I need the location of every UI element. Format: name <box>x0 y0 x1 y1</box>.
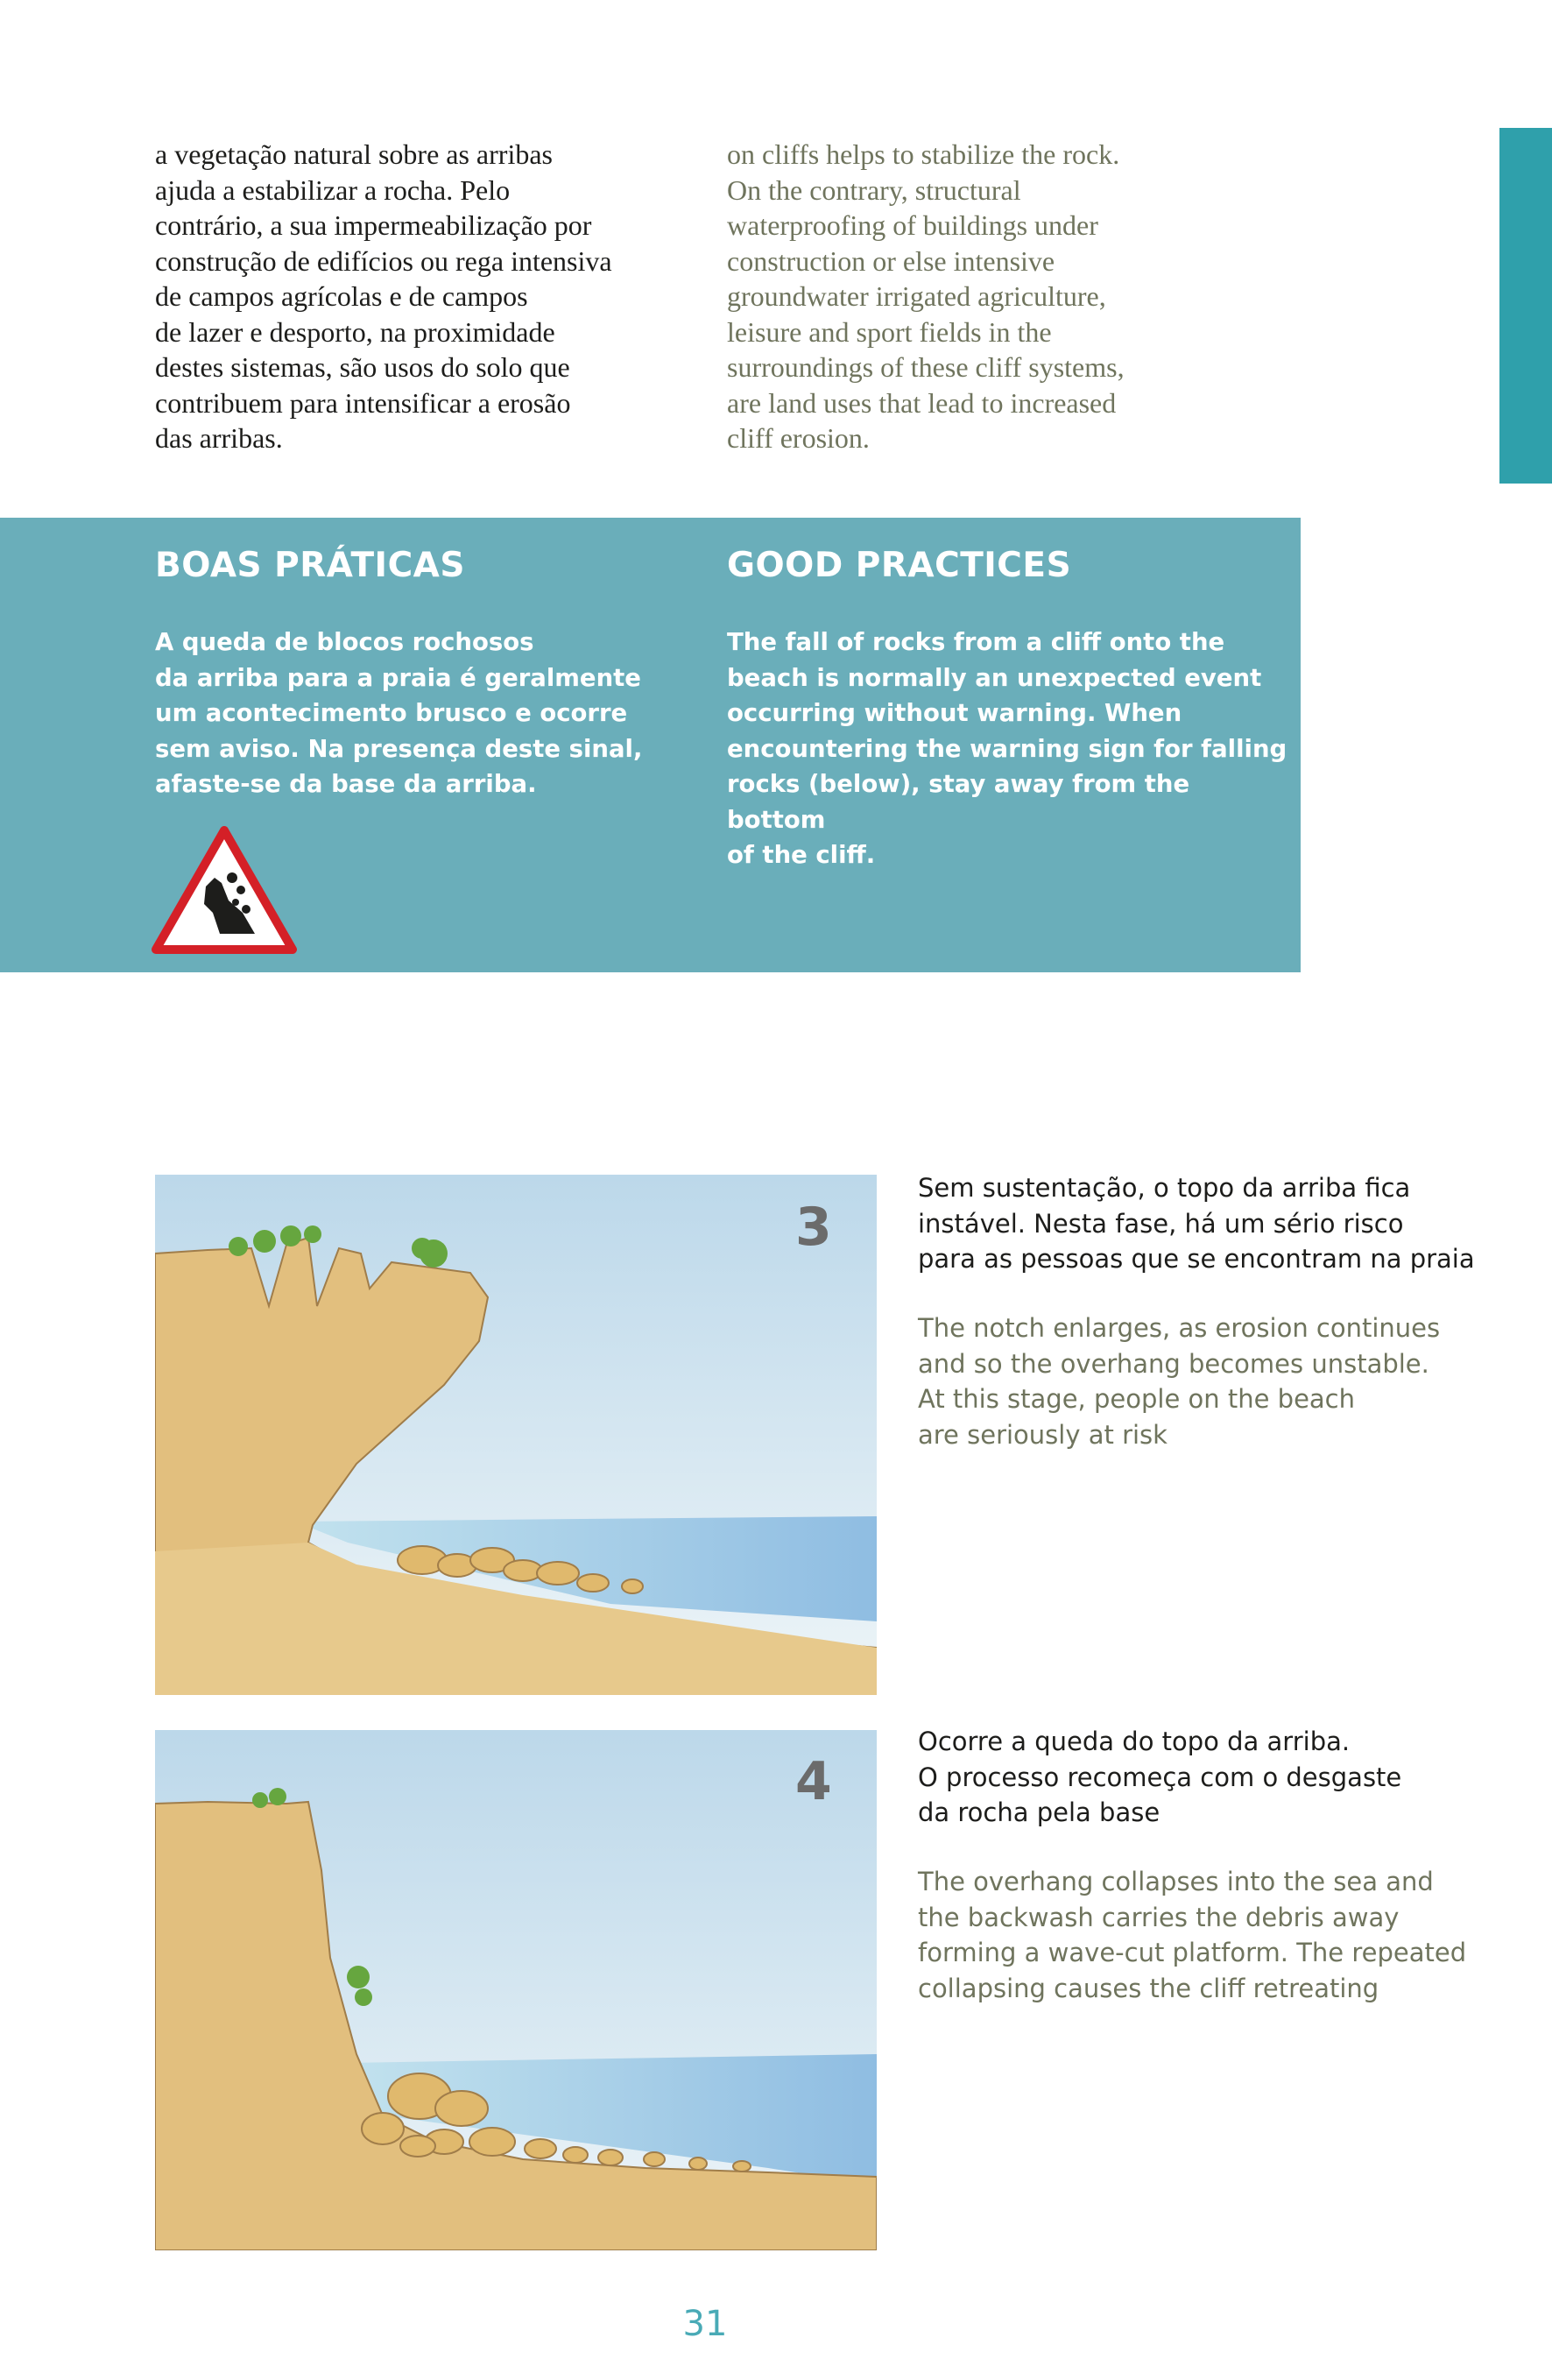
step-4-number: 4 <box>795 1751 832 1812</box>
practices-title-en: GOOD PRACTICES <box>727 546 1072 585</box>
page-number: 31 <box>682 2304 728 2344</box>
practices-title-pt: BOAS PRÁTICAS <box>155 546 465 585</box>
good-practices-box <box>0 518 1301 972</box>
cliff-overhang-image <box>155 1175 877 1695</box>
intro-text-en: on cliffs helps to stabilize the rock. On the contrary, structural waterproofing of buildings under construction or else intensive groundwater irrigated agriculture, leisure and sport fields in the surroundings of these cliff systems, are land uses that lead to increased cliff erosion. <box>727 138 1125 454</box>
cliff-collapse-image <box>155 1730 877 2250</box>
practices-text-en: The fall of rocks from a cliff onto the beach is normally an unexpected event occurring without warning. When encountering the warning sign for falling rocks (below), stay away from the bottom of the cliff. <box>727 628 1287 869</box>
step-4-illustration <box>155 1730 877 2250</box>
step-3-text-en: The notch enlarges, as erosion continues and so the overhang becomes unstable. At this stage, people on the beach are seriously at risk <box>918 1313 1441 1450</box>
step-3-text-pt: Sem sustentação, o topo da arriba fica instável. Nesta fase, há um sério risco para as pessoas que se encontram na praia <box>918 1173 1475 1274</box>
intro-text-pt: a vegetação natural sobre as arribas ajuda a estabilizar a rocha. Pelo contrário, a sua impermeabilização por construção de edifícios ou rega intensiva de campos agrícolas e de campos de lazer e desporto, na proximidade destes sistemas, são usos do solo que contribuem para intensificar a erosão das arribas. <box>155 138 612 454</box>
section-tab <box>1499 128 1552 484</box>
practices-text-pt: A queda de blocos rochosos da arriba para a praia é geralmente um acontecimento brusco e ocorre sem aviso. Na presença deste sinal, afaste-se da base da arriba. <box>155 628 643 798</box>
step-3-number: 3 <box>795 1197 832 1258</box>
step-4-text-en: The overhang collapses into the sea and the backwash carries the debris away forming a wave-cut platform. The repeated collapsing causes the cliff retreating <box>918 1867 1467 2003</box>
step-4-text-pt: Ocorre a queda do topo da arriba. O processo recomeça com o desgaste da rocha pela base <box>918 1727 1402 1827</box>
step-3-illustration <box>155 1175 877 1695</box>
falling-rocks-warning-sign-icon <box>152 825 297 957</box>
